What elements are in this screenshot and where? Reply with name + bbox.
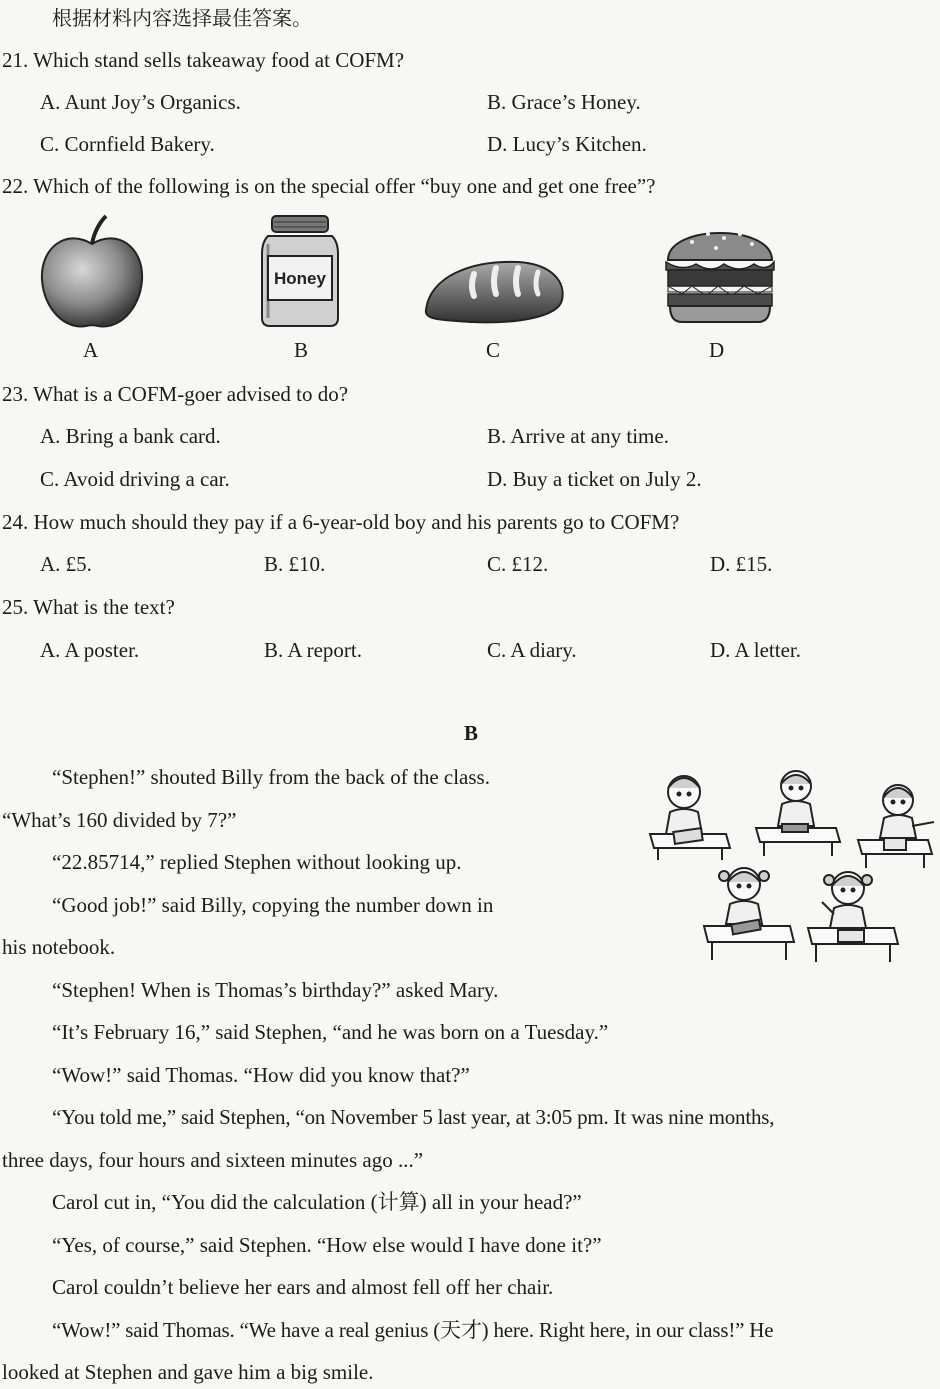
passage-line: “Stephen! When is Thomas’s birthday?” asked Mary. (52, 978, 499, 1002)
question-23-stem: 23. What is a COFM-goer advised to do? (2, 382, 349, 406)
q25-option-b[interactable]: B. A report. (264, 638, 362, 662)
passage-line: looked at Stephen and gave him a big smile. (2, 1360, 374, 1384)
q22-option-d[interactable]: D (709, 338, 725, 362)
passage-line: “What’s 160 divided by 7?” (2, 808, 237, 832)
q21-option-c[interactable]: C. Cornfield Bakery. (40, 132, 215, 156)
apple-icon (36, 214, 148, 332)
passage-line: “You told me,” said Stephen, “on November 5 last year, at 3:05 pm. It was nine months, (52, 1105, 775, 1129)
q25-option-d[interactable]: D. A letter. (710, 638, 801, 662)
passage-line: “22.85714,” replied Stephen without looking up. (52, 850, 462, 874)
passage-line: “Good job!” said Billy, copying the number down in (52, 893, 494, 917)
section-b-heading: B (464, 721, 479, 745)
bread-loaf-icon (422, 256, 568, 326)
q22-option-a[interactable]: A (83, 338, 99, 362)
passage-line: Carol couldn’t believe her ears and almost fell off her chair. (52, 1275, 554, 1299)
question-25-stem: 25. What is the text? (2, 595, 175, 619)
instruction: 根据材料内容选择最佳答案。 (52, 6, 312, 30)
q24-option-c[interactable]: C. £12. (487, 552, 549, 576)
q24-option-d[interactable]: D. £15. (710, 552, 773, 576)
q23-option-a[interactable]: A. Bring a bank card. (40, 424, 221, 448)
honey-jar-label: Honey (274, 269, 326, 288)
passage-line: his notebook. (2, 935, 116, 959)
q24-option-a[interactable]: A. £5. (40, 552, 92, 576)
passage-line: “Wow!” said Thomas. “How did you know that?” (52, 1063, 470, 1087)
q23-option-c[interactable]: C. Avoid driving a car. (40, 467, 230, 491)
q21-option-d[interactable]: D. Lucy’s Kitchen. (487, 132, 647, 156)
question-24-stem: 24. How much should they pay if a 6-year-old boy and his parents go to COFM? (2, 510, 680, 534)
q23-option-d[interactable]: D. Buy a ticket on July 2. (487, 467, 702, 491)
question-21-stem: 21. Which stand sells takeaway food at COFM? (2, 48, 405, 72)
q25-option-c[interactable]: C. A diary. (487, 638, 577, 662)
q22-option-c[interactable]: C (486, 338, 501, 362)
q21-option-b[interactable]: B. Grace’s Honey. (487, 90, 641, 114)
classroom-children-icon (644, 764, 936, 970)
hamburger-icon (662, 210, 778, 328)
question-22-stem: 22. Which of the following is on the special offer “buy one and get one free”? (2, 174, 656, 198)
q24-option-b[interactable]: B. £10. (264, 552, 326, 576)
passage-line: “Wow!” said Thomas. “We have a real genius (天才) here. Right here, in our class!” He (52, 1318, 774, 1342)
passage-line: three days, four hours and sixteen minutes ago ...” (2, 1148, 424, 1172)
passage-line: “Yes, of course,” said Stephen. “How else would I have done it?” (52, 1233, 602, 1257)
q23-option-b[interactable]: B. Arrive at any time. (487, 424, 669, 448)
q22-option-b[interactable]: B (294, 338, 309, 362)
passage-line: Carol cut in, “You did the calculation (计算) all in your head?” (52, 1190, 582, 1214)
passage-line: “It’s February 16,” said Stephen, “and he was born on a Tuesday.” (52, 1020, 609, 1044)
passage-line: “Stephen!” shouted Billy from the back of the class. (52, 765, 490, 789)
q25-option-a[interactable]: A. A poster. (40, 638, 140, 662)
honey-jar-icon (258, 214, 342, 328)
q21-option-a[interactable]: A. Aunt Joy’s Organics. (40, 90, 241, 114)
